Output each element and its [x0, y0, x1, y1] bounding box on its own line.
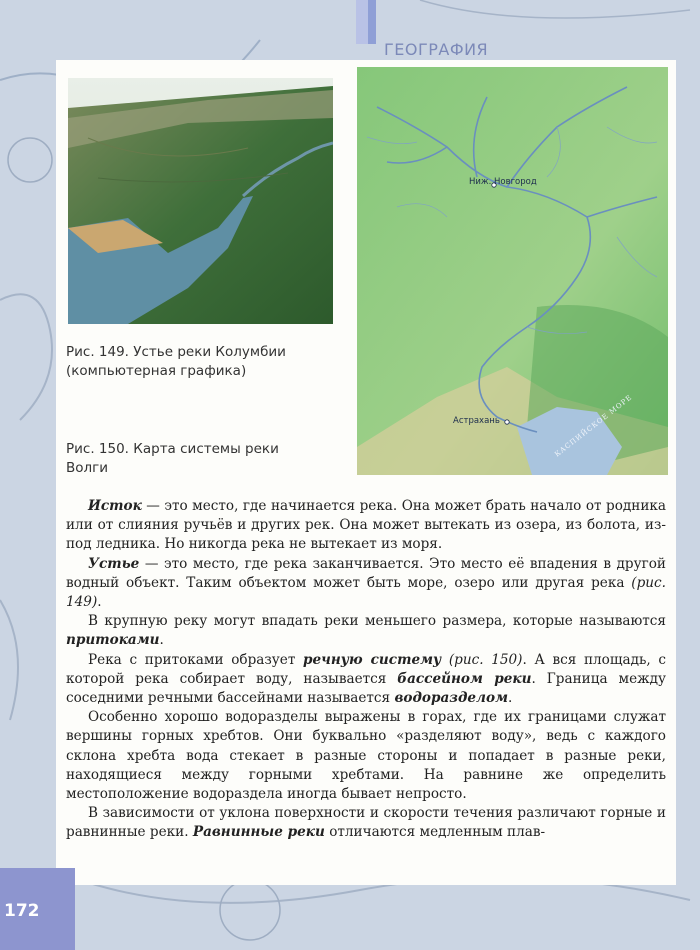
map-label-caspian-sea: КАСПИЙСКОЕ МОРЕ	[553, 393, 634, 459]
paragraph-tributaries: В крупную реку могут впадать реки меньшего размера, которые называются притоками.	[66, 613, 666, 649]
header-accent-bar-light	[356, 0, 368, 44]
body-text	[66, 497, 666, 843]
map-label-astrakhan: Астрахань	[453, 416, 500, 426]
paragraph-river-types: В зависимости от уклона поверхности и скорости течения различают горные и равнинные реки. Равнинные реки отличаются медленным плав-	[66, 805, 666, 841]
paragraph-mouth: Устье — это место, где река заканчивается. Это место её впадения в другой водный объект. Таким объектом может быть море, озеро или другая река (рис. 149).	[66, 555, 666, 611]
page-number: 172	[4, 901, 40, 921]
header-accent-bar	[368, 0, 376, 44]
paragraph-source: Исток — это место, где начинается река. Она может брать начало от родника или от слияния ручьёв и других рек. Она может вытекать из озера, из болота, из-под ледника. Но никогда река не вытекает из моря.	[66, 498, 666, 553]
map-label-nizhny-novgorod: Ниж. Новгород	[469, 177, 537, 187]
volga-river-system-map	[357, 67, 668, 475]
paragraph-watersheds: Особенно хорошо водоразделы выражены в горах, где их границами служат вершины горных хребтов. Они буквально «разделяют воду», ведь с каждого склона хребта вода стекает в разные стороны и попадает в разные реки, находящиеся между горными хребтами. На равнине же определить местоположение водораздела иногда бывает непросто.	[66, 709, 666, 803]
subject-header: ГЕОГРАФИЯ	[384, 40, 489, 59]
figure-150-caption: Рис. 150. Карта системы реки Волги	[66, 441, 279, 476]
paragraph-river-system: Река с притоками образует речную систему (рис. 150). А вся площадь, с которой река собирает воду, называется бассейном реки. Граница между соседними речными бассейнами называется водоразделом.	[66, 651, 666, 707]
figure-149-caption: Рис. 149. Устье реки Колумбии (компьютерная графика)	[66, 344, 286, 379]
columbia-river-mouth-image	[68, 78, 333, 324]
